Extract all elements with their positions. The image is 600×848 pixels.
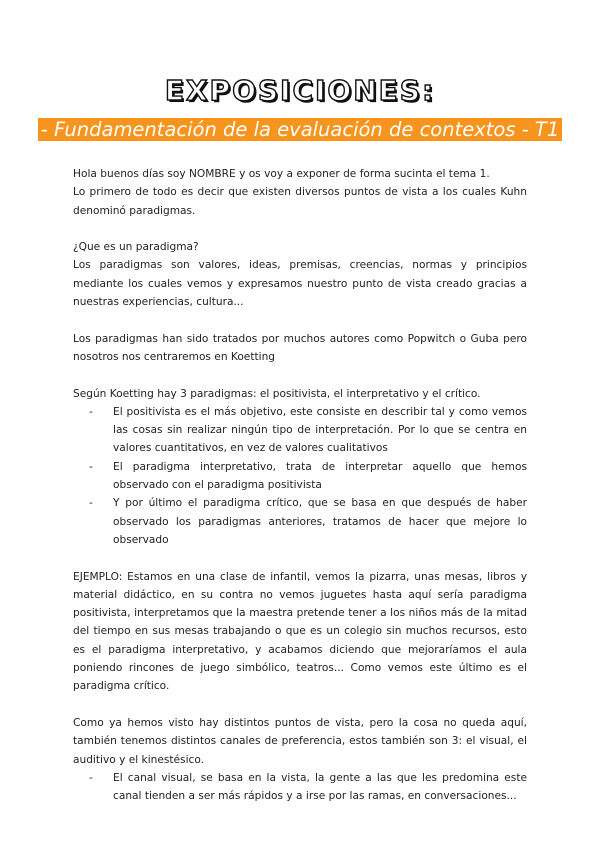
- document-body: [73, 165, 527, 805]
- authors-paragraph: Los paradigmas han sido tratados por muchos autores como Popwitch o Guba pero nosotros nos centraremos en Koetting: [73, 332, 527, 363]
- koetting-paragraph: Según Koetting hay 3 paradigmas: el positivista, el interpretativo y el crítico.: [73, 387, 481, 400]
- list-item: - Y por último el paradigma crítico, que se basa en que después de haber observado los paradigmas anteriores, tratamos de hacer que mejore lo observado: [113, 494, 527, 549]
- document-title: EXPOSICIONES:: [164, 74, 436, 107]
- channels-paragraph: Como ya hemos visto hay distintos puntos de vista, pero la cosa no queda aquí, también tenemos distintos canales de preferencia, estos también son 3: el visual, el auditivo y el kinestésico.: [73, 716, 527, 766]
- question-paragraph: ¿Que es un paradigma?: [73, 241, 199, 254]
- subtitle-block: [0, 118, 600, 142]
- list-item: - El positivista es el más objetivo, este consiste en describir tal y como vemos las cosas sin realizar ningún tipo de interpretación. Por lo que se centra en valores cuantitativos, en vez de valores cualitativos: [113, 403, 527, 458]
- example-paragraph: EJEMPLO: Estamos en una clase de infantil, vemos la pizarra, unas mesas, libros y material didáctico, en su contra no vemos juguetes hasta aquí sería paradigma positivista, interpretamos que la maestra pretende tener a los niños más de la mitad del tiempo en sus mesas trabajando o que es un colegio sin muchos recursos, esto es el paradigma interpretativo, y acabamos diciendo que mejoraríamos el aula poniendo rincones de juego simbólico, teatros... Como vemos este último es el paradigma crítico.: [73, 570, 527, 693]
- definition-paragraph: Los paradigmas son valores, ideas, premisas, creencias, normas y principios mediante los cuales vemos y expresamos nuestro punto de vista creado gracias a nuestras experiencias, cultura...: [73, 259, 527, 309]
- document-subtitle: - Fundamentación de la evaluación de contextos - T1: [38, 118, 563, 141]
- intro-paragraph-1: Hola buenos días soy NOMBRE y os voy a exponer de forma sucinta el tema 1.: [73, 168, 490, 180]
- intro-paragraph-2: Lo primero de todo es decir que existen diversos puntos de vista a los cuales Kuhn denominó paradigmas.: [73, 186, 527, 217]
- paradigm-list: [73, 403, 527, 549]
- channel-list: [73, 769, 527, 806]
- list-item: - El canal visual, se basa en la vista, la gente a las que les predomina este canal tienden a ser más rápidos y a irse por las ramas, en conversaciones...: [113, 769, 527, 806]
- list-item: - El paradigma interpretativo, trata de interpretar aquello que hemos observado con el paradigma positivista: [113, 458, 527, 495]
